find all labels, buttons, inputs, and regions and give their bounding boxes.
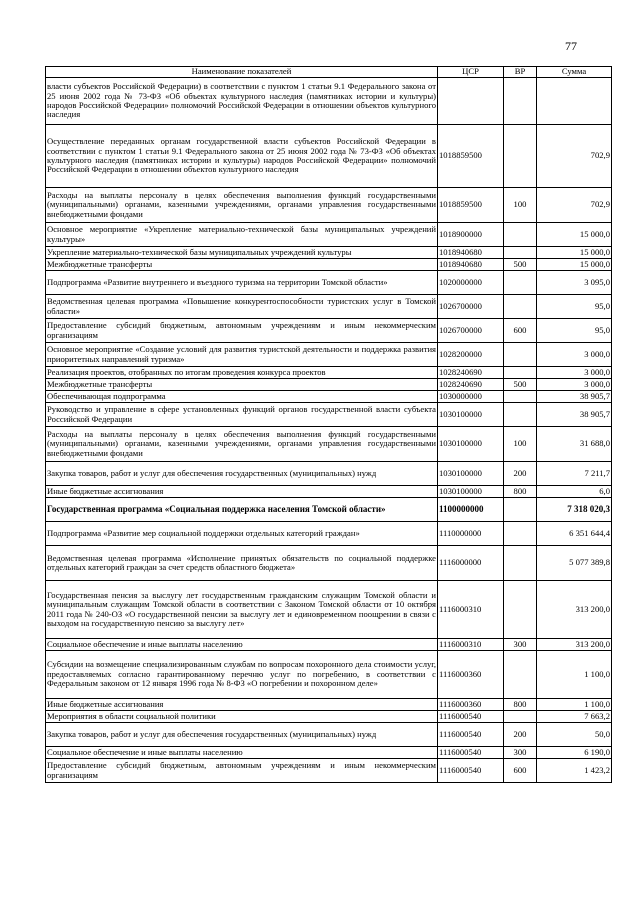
row-name-cell: Подпрограмма «Развитие мер социальной поддержки отдельных категорий граждан» xyxy=(46,522,438,546)
row-code-cell: 1026700000 xyxy=(438,295,504,319)
row-code-cell: 1110000000 xyxy=(438,522,504,546)
row-code-cell: 1018859500 xyxy=(438,125,504,188)
table-row xyxy=(46,427,612,462)
row-code-cell: 1030100000 xyxy=(438,462,504,486)
table-row xyxy=(46,188,612,223)
row-sum-cell xyxy=(537,78,612,125)
table-header-row xyxy=(46,67,612,78)
table-row xyxy=(46,259,612,271)
row-name-cell: Субсидии на возмещение специализированным службам по вопросам похоронного дела стоимости услуг, предоставляемых согласно гарантированному перечню услуг по погребению, в соответствии с Федеральным законом от 12 января 1996 года № 8-ФЗ «О погребении и похоронном деле» xyxy=(46,651,438,699)
row-name-cell: Расходы на выплаты персоналу в целях обеспечения выполнения функций государственными (муниципальными) органами, казенными учреждениями, органами управления государственными внебюджетными фондами xyxy=(46,427,438,462)
row-code-cell: 1116000540 xyxy=(438,747,504,759)
page-number: 77 xyxy=(565,39,577,53)
row-sum-cell: 15 000,0 xyxy=(537,223,612,247)
row-name-cell: Закупка товаров, работ и услуг для обеспечения государственных (муниципальных) нужд xyxy=(46,723,438,747)
table-row xyxy=(46,723,612,747)
row-vr-cell xyxy=(504,247,537,259)
row-sum-cell: 38 905,7 xyxy=(537,403,612,427)
row-sum-cell: 1 100,0 xyxy=(537,699,612,711)
row-vr-cell xyxy=(504,391,537,403)
row-code-cell: 1116000310 xyxy=(438,639,504,651)
table-row xyxy=(46,651,612,699)
row-vr-cell xyxy=(504,711,537,723)
table-row xyxy=(46,462,612,486)
row-sum-cell: 6 190,0 xyxy=(537,747,612,759)
row-sum-cell: 31 688,0 xyxy=(537,427,612,462)
row-sum-cell: 7 663,2 xyxy=(537,711,612,723)
row-name-cell: Обеспечивающая подпрограмма xyxy=(46,391,438,403)
row-sum-cell: 95,0 xyxy=(537,319,612,343)
row-name-cell: Межбюджетные трансферты xyxy=(46,259,438,271)
row-code-cell: 1116000540 xyxy=(438,759,504,783)
table-body xyxy=(46,78,612,783)
table-row xyxy=(46,486,612,498)
row-code-cell: 1028240690 xyxy=(438,379,504,391)
row-code-cell: 1018940680 xyxy=(438,259,504,271)
row-code-cell: 1020000000 xyxy=(438,271,504,295)
row-code-cell: 1026700000 xyxy=(438,319,504,343)
row-vr-cell xyxy=(504,546,537,581)
row-name-cell: Социальное обеспечение и иные выплаты населению xyxy=(46,747,438,759)
row-sum-cell: 6 351 644,4 xyxy=(537,522,612,546)
row-code-cell: 1018859500 xyxy=(438,188,504,223)
row-code-cell: 1100000000 xyxy=(438,498,504,522)
row-code-cell: 1030000000 xyxy=(438,391,504,403)
table-row xyxy=(46,498,612,522)
row-vr-cell xyxy=(504,651,537,699)
row-vr-cell xyxy=(504,223,537,247)
row-sum-cell: 6,0 xyxy=(537,486,612,498)
row-vr-cell: 100 xyxy=(504,427,537,462)
table-row xyxy=(46,319,612,343)
table-row xyxy=(46,711,612,723)
row-sum-cell: 3 095,0 xyxy=(537,271,612,295)
table-row xyxy=(46,581,612,639)
row-vr-cell xyxy=(504,581,537,639)
row-sum-cell: 3 000,0 xyxy=(537,367,612,379)
header-name: Наименование показателей xyxy=(46,67,438,78)
table-row xyxy=(46,403,612,427)
row-vr-cell xyxy=(504,271,537,295)
row-code-cell: 1018940680 xyxy=(438,247,504,259)
row-name-cell: Реализация проектов, отобранных по итогам проведения конкурса проектов xyxy=(46,367,438,379)
row-name-cell: Предоставление субсидий бюджетным, автономным учреждениям и иным некоммерческим организациям xyxy=(46,759,438,783)
row-name-cell: Основное мероприятие «Создание условий для развития туристской деятельности и поддержка развития приоритетных направлений туризма» xyxy=(46,343,438,367)
row-vr-cell xyxy=(504,403,537,427)
row-vr-cell xyxy=(504,78,537,125)
table-row xyxy=(46,699,612,711)
row-name-cell: Межбюджетные трансферты xyxy=(46,379,438,391)
row-sum-cell: 95,0 xyxy=(537,295,612,319)
row-name-cell: Мероприятия в области социальной политики xyxy=(46,711,438,723)
table-row xyxy=(46,247,612,259)
table-row xyxy=(46,343,612,367)
row-name-cell: Руководство и управление в сфере установленных функций органов государственной власти субъекта Российской Федерации xyxy=(46,403,438,427)
row-name-cell: Иные бюджетные ассигнования xyxy=(46,486,438,498)
row-vr-cell xyxy=(504,125,537,188)
row-sum-cell: 3 000,0 xyxy=(537,343,612,367)
row-code-cell: 1030100000 xyxy=(438,427,504,462)
row-code-cell: 1116000360 xyxy=(438,651,504,699)
row-vr-cell: 200 xyxy=(504,723,537,747)
row-vr-cell xyxy=(504,343,537,367)
row-sum-cell: 313 200,0 xyxy=(537,581,612,639)
row-vr-cell: 800 xyxy=(504,699,537,711)
row-name-cell: Расходы на выплаты персоналу в целях обеспечения выполнения функций государственными (муниципальными) органами, казенными учреждениями, органами управления государственными внебюджетными фондами xyxy=(46,188,438,223)
row-name-cell: Государственная программа «Социальная поддержка населения Томской области» xyxy=(46,498,438,522)
row-code-cell: 1116000540 xyxy=(438,711,504,723)
row-sum-cell: 15 000,0 xyxy=(537,247,612,259)
row-vr-cell: 100 xyxy=(504,188,537,223)
row-code-cell: 1030100000 xyxy=(438,486,504,498)
row-sum-cell: 50,0 xyxy=(537,723,612,747)
row-name-cell: Иные бюджетные ассигнования xyxy=(46,699,438,711)
row-vr-cell xyxy=(504,522,537,546)
row-sum-cell: 702,9 xyxy=(537,125,612,188)
row-name-cell: Основное мероприятие «Укрепление материально-технической базы муниципальных учреждений культуры» xyxy=(46,223,438,247)
row-vr-cell: 500 xyxy=(504,379,537,391)
table-row xyxy=(46,747,612,759)
row-sum-cell: 7 318 020,3 xyxy=(537,498,612,522)
row-name-cell: Осуществление переданных органам государственной власти субъектов Российской Федерации в соответствии с пунктом 1 статьи 9.1 Федерального закона от 25 июня 2002 года № 73-ФЗ «Об объектах культурного наследия (памятниках истории и культуры) народов Российской Федерации» полномочий Российской Федерации в отношении объектов культурного наследия xyxy=(46,125,438,188)
table-row xyxy=(46,759,612,783)
row-name-cell: Ведомственная целевая программа «Повышение конкурентоспособности туристских услуг в Томской области» xyxy=(46,295,438,319)
table-row xyxy=(46,639,612,651)
header-code: ЦСР xyxy=(438,67,504,78)
row-code-cell: 1028240690 xyxy=(438,367,504,379)
row-code-cell: 1116000360 xyxy=(438,699,504,711)
row-sum-cell: 1 100,0 xyxy=(537,651,612,699)
table-row xyxy=(46,522,612,546)
table-row xyxy=(46,546,612,581)
row-vr-cell: 800 xyxy=(504,486,537,498)
row-sum-cell: 5 077 389,8 xyxy=(537,546,612,581)
table-row xyxy=(46,367,612,379)
budget-table xyxy=(45,66,612,783)
table-row xyxy=(46,379,612,391)
row-vr-cell xyxy=(504,367,537,379)
row-sum-cell: 1 423,2 xyxy=(537,759,612,783)
row-code-cell: 1116000000 xyxy=(438,546,504,581)
row-sum-cell: 313 200,0 xyxy=(537,639,612,651)
row-vr-cell xyxy=(504,498,537,522)
row-name-cell: Ведомственная целевая программа «Исполнение принятых обязательств по социальной поддержке отдельных категорий граждан за счет средств областного бюджета» xyxy=(46,546,438,581)
row-name-cell: власти субъектов Российской Федерации) в соответствии с пунктом 1 статьи 9.1 Федерального закона от 25 июня 2002 года № 73-ФЗ «Об объектах культурного наследия (памятниках истории и культуры) народов Российской Федерации» полномочий Российской Федерации в отношении объектов культурного наследия xyxy=(46,78,438,125)
table-row xyxy=(46,391,612,403)
row-vr-cell: 200 xyxy=(504,462,537,486)
row-vr-cell: 300 xyxy=(504,639,537,651)
table-row xyxy=(46,295,612,319)
row-vr-cell: 600 xyxy=(504,759,537,783)
row-code-cell: 1116000310 xyxy=(438,581,504,639)
row-name-cell: Закупка товаров, работ и услуг для обеспечения государственных (муниципальных) нужд xyxy=(46,462,438,486)
row-name-cell: Укрепление материально-технической базы муниципальных учреждений культуры xyxy=(46,247,438,259)
row-code-cell: 1018900000 xyxy=(438,223,504,247)
row-name-cell: Предоставление субсидий бюджетным, автономным учреждениям и иным некоммерческим организациям xyxy=(46,319,438,343)
table-row xyxy=(46,271,612,295)
row-vr-cell: 600 xyxy=(504,319,537,343)
header-sum: Сумма xyxy=(537,67,612,78)
table-row xyxy=(46,223,612,247)
row-sum-cell: 38 905,7 xyxy=(537,391,612,403)
table-row xyxy=(46,78,612,125)
row-name-cell: Социальное обеспечение и иные выплаты населению xyxy=(46,639,438,651)
row-name-cell: Подпрограмма «Развитие внутреннего и въездного туризма на территории Томской области» xyxy=(46,271,438,295)
row-vr-cell: 300 xyxy=(504,747,537,759)
row-vr-cell xyxy=(504,295,537,319)
row-sum-cell: 3 000,0 xyxy=(537,379,612,391)
row-sum-cell: 702,9 xyxy=(537,188,612,223)
row-sum-cell: 15 000,0 xyxy=(537,259,612,271)
row-name-cell: Государственная пенсия за выслугу лет государственным гражданским служащим Томской области и муниципальным служащим Томской области в соответствии с Законом Томской области от 10 октября 2011 года № 240-ОЗ «О государственной пенсии за выслугу лет и единовременном поощрении в связи с выходом на государственную пенсию за выслугу лет» xyxy=(46,581,438,639)
row-code-cell: 1028200000 xyxy=(438,343,504,367)
row-code-cell xyxy=(438,78,504,125)
header-vr: ВР xyxy=(504,67,537,78)
row-code-cell: 1116000540 xyxy=(438,723,504,747)
row-sum-cell: 7 211,7 xyxy=(537,462,612,486)
row-code-cell: 1030100000 xyxy=(438,403,504,427)
table-row xyxy=(46,125,612,188)
row-vr-cell: 500 xyxy=(504,259,537,271)
